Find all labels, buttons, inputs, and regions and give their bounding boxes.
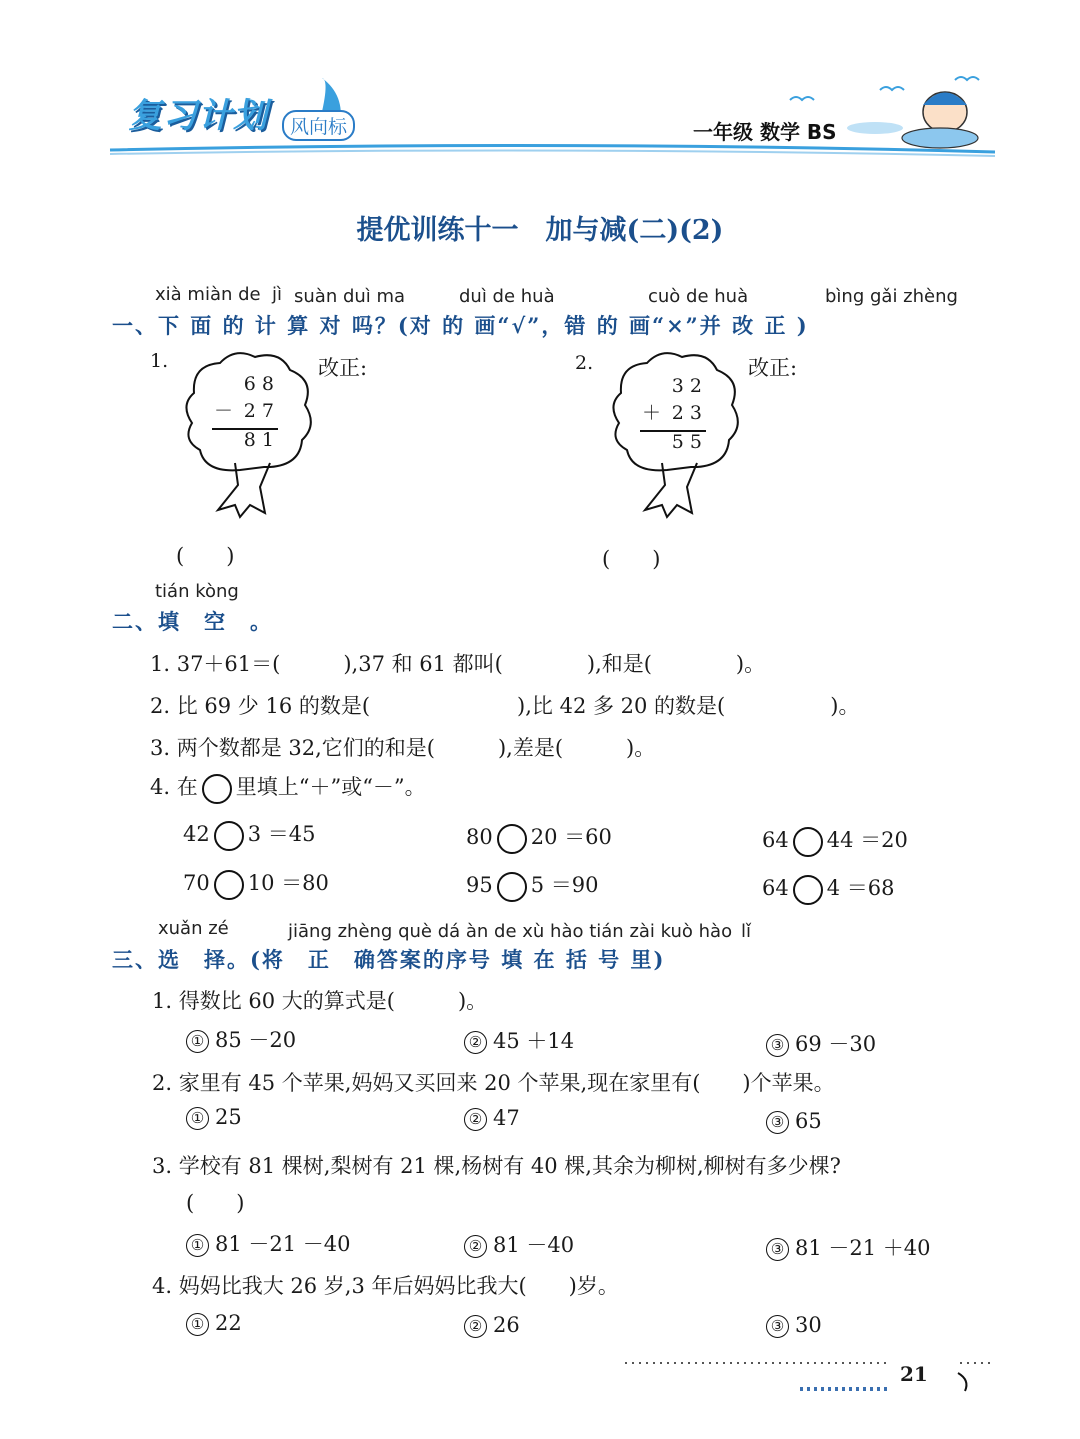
operator-blank[interactable] xyxy=(214,821,244,851)
option-text: 25 xyxy=(215,1105,242,1129)
operator-blank[interactable] xyxy=(793,875,823,905)
option-mark: ③ xyxy=(766,1315,789,1338)
choice-option[interactable] xyxy=(464,1229,574,1259)
brand-logo: 复习计划 xyxy=(128,96,268,136)
option-text: 81 －21 －40 xyxy=(215,1232,351,1256)
option-mark: ① xyxy=(186,1234,209,1257)
calc-operator: － xyxy=(214,400,234,422)
pinyin: xuǎn zé xyxy=(158,918,229,939)
choice-option[interactable] xyxy=(186,1024,296,1054)
choice-option[interactable] xyxy=(186,1311,242,1336)
fill-item-4 xyxy=(150,771,426,804)
correction-label: 改正: xyxy=(748,356,798,380)
choice-option[interactable] xyxy=(766,1232,931,1262)
operand: 64 xyxy=(762,876,789,900)
answer-paren[interactable]: ( ) xyxy=(602,547,661,571)
calc-top: 3 2 xyxy=(671,375,702,397)
calc-result: 8 1 xyxy=(243,429,274,451)
circle-equation xyxy=(762,872,895,905)
option-text: 81 －40 xyxy=(493,1233,575,1257)
choice-option[interactable] xyxy=(464,1025,574,1055)
choice-option[interactable] xyxy=(464,1313,520,1338)
option-mark: ② xyxy=(464,1315,487,1338)
option-mark: ① xyxy=(186,1107,209,1130)
choice-option[interactable] xyxy=(186,1228,351,1258)
pinyin: jiāng zhèng què dá àn de xù hào tián zài kuò hào xyxy=(288,921,733,942)
problem-number: 2. xyxy=(575,352,594,374)
option-mark: ③ xyxy=(766,1111,789,1134)
calc-result: 5 5 xyxy=(671,431,702,453)
operator-blank[interactable] xyxy=(793,827,823,857)
pinyin: lǐ xyxy=(741,921,752,942)
answer-paren[interactable]: ( ) xyxy=(186,1191,245,1215)
operand: 20 ＝60 xyxy=(530,825,612,849)
fill-item-4-suffix: 里填上“＋”或“－”。 xyxy=(235,775,426,799)
circle-equation xyxy=(466,869,599,902)
choice-option[interactable] xyxy=(186,1105,242,1130)
operand: 95 xyxy=(466,873,493,897)
grade-subject-label: 一年级 数学 BS xyxy=(693,120,837,144)
pinyin: duì de huà xyxy=(459,286,555,307)
option-mark: ② xyxy=(464,1235,487,1258)
option-text: 81 －21 ＋40 xyxy=(795,1236,931,1260)
option-mark: ③ xyxy=(766,1034,789,1057)
choice-question: 3. 学校有 81 棵树,梨树有 21 棵,杨树有 40 棵,其余为柳树,柳树有多少棵? xyxy=(152,1154,841,1178)
operator-blank[interactable] xyxy=(497,824,527,854)
answer-paren[interactable]: ( ) xyxy=(176,544,235,568)
calc-operator: ＋ xyxy=(642,402,662,424)
section-3-heading: 三、选 择。(将 正 确答案的序号 填 在 括 号 里) xyxy=(112,947,666,972)
operand: 4 ＝68 xyxy=(826,876,895,900)
choice-question: 4. 妈妈比我大 26 岁,3 年后妈妈比我大( )岁。 xyxy=(152,1274,619,1298)
option-text: 45 ＋14 xyxy=(493,1029,575,1053)
operator-blank[interactable] xyxy=(497,872,527,902)
option-mark: ② xyxy=(464,1108,487,1131)
operand: 44 ＝20 xyxy=(826,828,908,852)
choice-option[interactable] xyxy=(766,1313,822,1338)
brand-subtitle: 风向标 xyxy=(282,110,355,141)
section-1-heading: 一、下 面 的 计 算 对 吗？(对 的 画“√”，错 的 画“×”并 改 正 ) xyxy=(112,313,809,338)
problem-number: 1. xyxy=(150,350,169,372)
circle-blank-icon xyxy=(202,774,232,804)
option-text: 30 xyxy=(795,1313,822,1337)
operand: 70 xyxy=(183,871,210,895)
option-text: 69 －30 xyxy=(795,1032,877,1056)
operand: 80 xyxy=(466,825,493,849)
correction-label: 改正: xyxy=(318,356,368,380)
pinyin: xià miàn de xyxy=(155,284,261,305)
choice-option[interactable] xyxy=(766,1109,822,1134)
pinyin: cuò de huà xyxy=(648,286,749,307)
circle-equation xyxy=(762,824,908,857)
choice-question: 2. 家里有 45 个苹果,妈妈又买回来 20 个苹果,现在家里有( )个苹果。 xyxy=(152,1071,835,1095)
calc-bottom: 2 7 xyxy=(243,400,274,422)
fill-item: 3. 两个数都是 32,它们的和是( ),差是( )。 xyxy=(150,736,656,760)
circle-equation xyxy=(466,821,612,854)
footer-decoration xyxy=(620,1355,1000,1395)
circle-equation xyxy=(183,818,316,851)
operand: 5 ＝90 xyxy=(530,873,599,897)
option-mark: ② xyxy=(464,1031,487,1054)
page-title: 提优训练十一 加与减(二)(2) xyxy=(356,215,724,246)
operand: 64 xyxy=(762,828,789,852)
pinyin: tián kòng xyxy=(155,581,239,602)
calc-top: 6 8 xyxy=(243,373,274,395)
operator-blank[interactable] xyxy=(214,870,244,900)
option-text: 47 xyxy=(493,1106,520,1130)
option-mark: ① xyxy=(186,1030,209,1053)
choice-option[interactable] xyxy=(766,1028,876,1058)
calc-bottom: 2 3 xyxy=(671,402,702,424)
pinyin: suàn duì ma xyxy=(294,286,406,307)
circle-equation xyxy=(183,867,329,900)
header-decoration xyxy=(0,0,1080,170)
option-text: 26 xyxy=(493,1313,520,1337)
operand: 3 ＝45 xyxy=(247,822,316,846)
option-text: 65 xyxy=(795,1109,822,1133)
page-number: 21 xyxy=(900,1362,928,1386)
choice-option[interactable] xyxy=(464,1106,520,1131)
option-text: 22 xyxy=(215,1311,242,1335)
option-text: 85 －20 xyxy=(215,1028,297,1052)
option-mark: ③ xyxy=(766,1238,789,1261)
pinyin: jì xyxy=(272,284,283,305)
operand: 42 xyxy=(183,822,210,846)
fill-item-4-prefix: 4. 在 xyxy=(150,775,198,799)
section-2-heading: 二、填 空 。 xyxy=(112,609,273,634)
fill-item: 1. 37＋61＝( ),37 和 61 都叫( ),和是( )。 xyxy=(150,652,766,676)
choice-question: 1. 得数比 60 大的算式是( )。 xyxy=(152,989,488,1013)
pinyin: bìng gǎi zhèng xyxy=(825,286,958,307)
option-mark: ① xyxy=(186,1313,209,1336)
fill-item: 2. 比 69 少 16 的数是( ),比 42 多 20 的数是( )。 xyxy=(150,694,860,718)
operand: 10 ＝80 xyxy=(247,871,329,895)
